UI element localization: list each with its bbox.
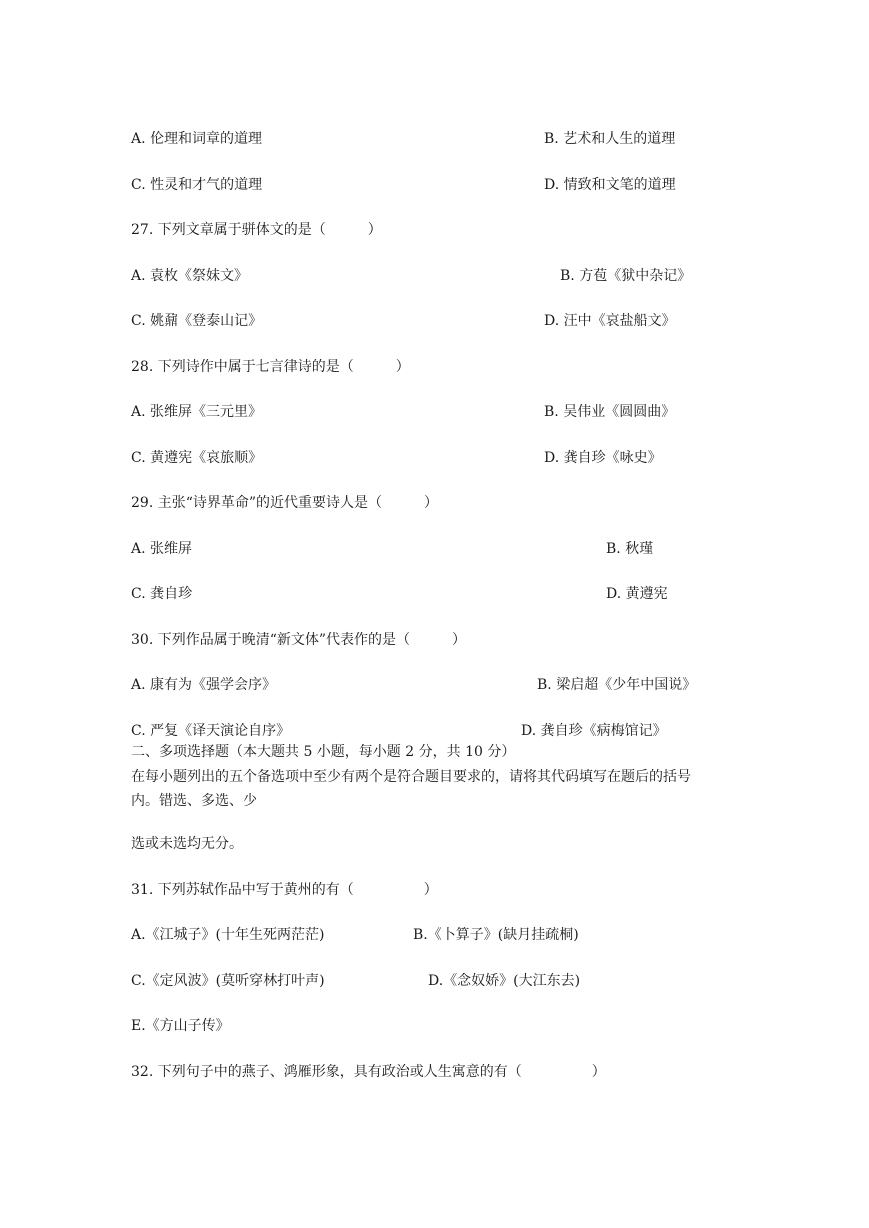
option-q29-d: D. 黄遵宪 xyxy=(606,586,668,602)
section-2-instructions-end: 选或未选均无分。 xyxy=(131,836,243,852)
option-q30-b: B. 梁启超《少年中国说》 xyxy=(537,677,697,693)
question-30: 30. 下列作品属于晚清“新文体”代表作的是（ ） xyxy=(131,632,467,648)
option-q27-d: D. 汪中《哀盐船文》 xyxy=(544,313,676,329)
option-q31-a: A.《江城子》(十年生死两茫茫) xyxy=(131,927,325,943)
option-q30-a: A. 康有为《强学会序》 xyxy=(131,677,277,693)
question-28: 28. 下列诗作中属于七言律诗的是（ ） xyxy=(131,359,410,375)
question-29: 29. 主张“诗界革命”的近代重要诗人是（ ） xyxy=(131,495,439,511)
option-q28-b: B. 吴伟业《圆圆曲》 xyxy=(544,404,676,420)
option-q26-d: D. 情致和文笔的道理 xyxy=(544,177,676,193)
option-q28-d: D. 龚自珍《咏史》 xyxy=(544,450,662,466)
section-2-title: 二、多项选择题（本大题共 5 小题，每小题 2 分，共 10 分） xyxy=(131,744,516,760)
option-q26-c: C. 性灵和才气的道理 xyxy=(131,177,263,193)
option-q29-b: B. 秋瑾 xyxy=(606,541,654,557)
option-q30-d: D. 龚自珍《病梅馆记》 xyxy=(521,723,667,739)
option-q29-c: C. 龚自珍 xyxy=(131,586,193,602)
option-q28-a: A. 张维屏《三元里》 xyxy=(131,404,263,420)
option-q26-a: A. 伦理和词章的道理 xyxy=(131,131,263,147)
option-q29-a: A. 张维屏 xyxy=(131,541,193,557)
option-q31-b: B.《卜算子》(缺月挂疏桐) xyxy=(413,927,579,943)
option-q28-c: C. 黄遵宪《哀旅顺》 xyxy=(131,450,263,466)
section-2-instructions: 在每小题列出的五个备选项中至少有两个是符合题目要求的，请将其代码填写在题后的括号 xyxy=(131,769,691,785)
option-q27-b: B. 方苞《狱中杂记》 xyxy=(560,268,692,284)
option-q30-c: C. 严复《译天演论自序》 xyxy=(131,723,291,739)
option-q31-c: C.《定风波》(莫听穿林打叶声) xyxy=(131,973,325,989)
question-27: 27. 下列文章属于骈体文的是（ ） xyxy=(131,222,382,238)
option-q31-e: E.《方山子传》 xyxy=(131,1018,230,1034)
option-q26-b: B. 艺术和人生的道理 xyxy=(544,131,676,147)
option-q31-d: D.《念奴娇》(大江东去) xyxy=(428,973,581,989)
question-32: 32. 下列句子中的燕子、鸿雁形象，具有政治或人生寓意的有（ ） xyxy=(131,1064,606,1080)
question-31: 31. 下列苏轼作品中写于黄州的有（ ） xyxy=(131,882,438,898)
section-2-instructions-cont: 内。错选、多选、少 xyxy=(131,793,257,809)
option-q27-c: C. 姚鼐《登泰山记》 xyxy=(131,313,263,329)
option-q27-a: A. 袁枚《祭妹文》 xyxy=(131,268,249,284)
